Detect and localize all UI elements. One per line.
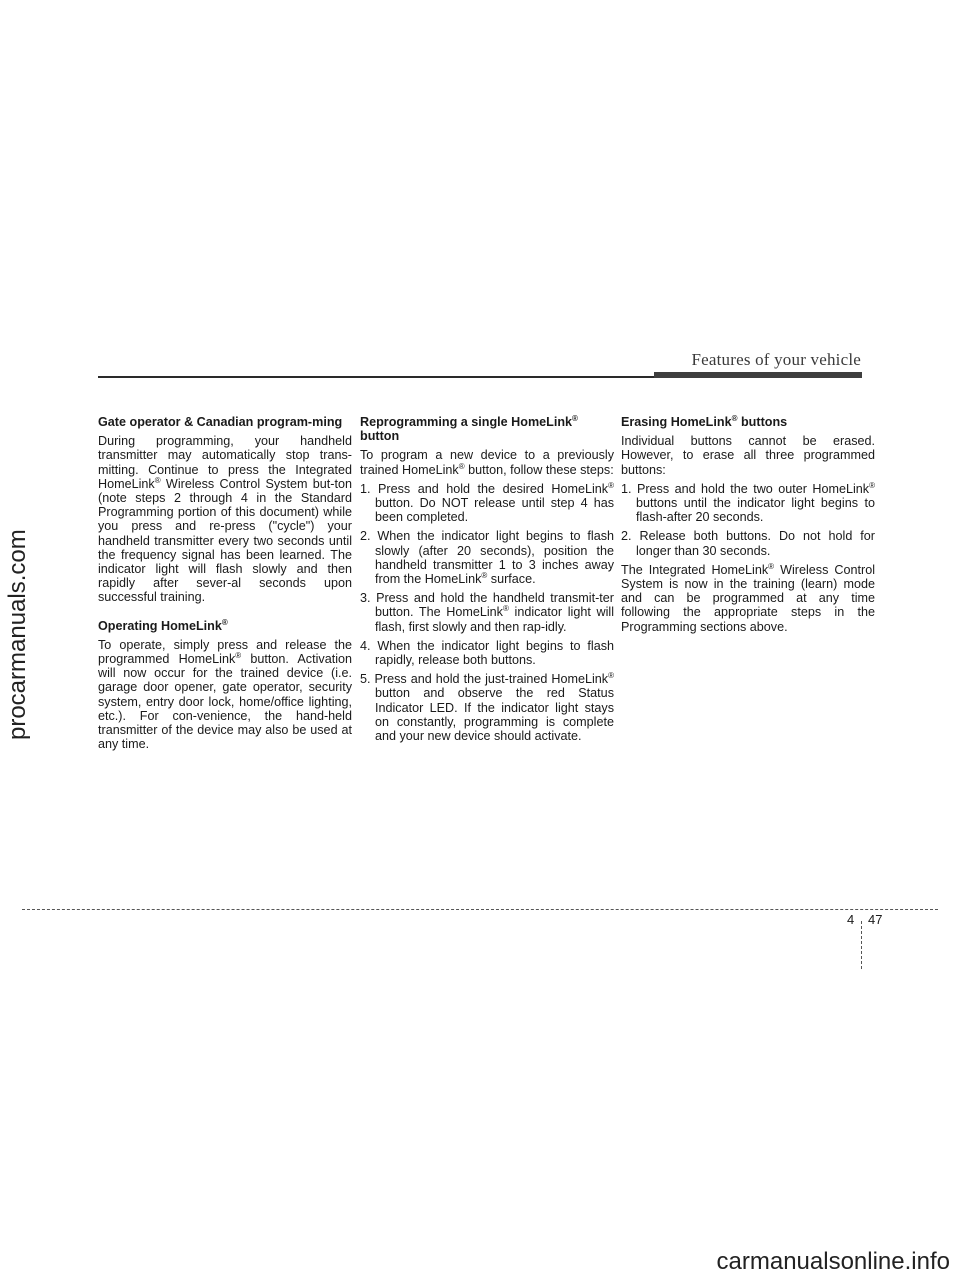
numbered-step: 2. When the indicator light begins to flash slowly (after 20 seconds), position the handheld transmitter 1 to 3 inches away from the HomeLink® surface. [360, 529, 614, 587]
section-title: Features of your vehicle [691, 350, 861, 369]
header-rule [98, 376, 654, 378]
body-paragraph: To program a new device to a previously trained HomeLink® button, follow these steps: [360, 448, 614, 477]
column-1 [98, 415, 352, 751]
section-heading: Reprogramming a single HomeLink® button [360, 413, 578, 444]
side-watermark: procarmanuals.com [4, 529, 31, 740]
numbered-step: 2. Release both buttons. Do not hold for longer than 30 seconds. [621, 529, 875, 558]
body-paragraph: The Integrated HomeLink® Wireless Control System is now in the training (learn) mode and can be programmed at any time following the appropriate steps in the Programming sections above. [621, 561, 875, 634]
section-heading: Erasing HomeLink® buttons [621, 413, 788, 429]
section-heading: Gate operator & Canadian program-ming [98, 415, 343, 429]
numbered-step: 3. Press and hold the handheld transmit-ter button. The HomeLink® indicator light will flash, first slowly and then rap-idly. [360, 591, 614, 634]
numbered-step: 5. Press and hold the just-trained HomeLink® button and observe the red Status Indicator LED. If the indicator light stays on constantly, programming is complete and your new device should activate. [360, 671, 614, 744]
footer-divider [861, 921, 862, 969]
page-number: 47 [868, 912, 883, 927]
bottom-watermark: carmanualsonline.info [716, 1248, 950, 1275]
body-paragraph: Individual buttons cannot be erased. However, to erase all three programmed buttons: [621, 434, 875, 477]
footer-rule [22, 909, 938, 910]
numbered-step: 4. When the indicator light begins to flash rapidly, release both buttons. [360, 638, 614, 668]
body-paragraph: To operate, simply press and release the programmed HomeLink® button. Activation will now occur for the trained device (i.e. garage door opener, gate operator, security system, entry door lock, home/office lighting, etc.). For con-venience, the hand-held transmitter of the device may also be used at any time. [98, 637, 353, 752]
numbered-step: 1. Press and hold the two outer HomeLink® buttons until the indicator light begins to flash-after 20 seconds. [621, 480, 875, 525]
column-2 [360, 415, 614, 743]
numbered-step: 1. Press and hold the desired HomeLink® button. Do NOT release until step 4 has been completed. [360, 480, 614, 525]
header-bar [654, 372, 862, 378]
body-paragraph: During programming, your handheld transmitter may automatically stop trans-mitting. Continue to press the Integrated HomeLink® Wireless Control System but-ton (note steps 2 through 4 in the Standard Programming portion of this document) while you press and re-press ("cycle") your handheld transmitter every two seconds until the frequency signal has been learned. The indicator light will flash slowly and then rapidly after sever-al seconds upon successful training. [98, 434, 352, 605]
chapter-number: 4 [847, 912, 855, 927]
section-heading: Operating HomeLink® [98, 617, 228, 633]
column-3 [621, 415, 875, 634]
